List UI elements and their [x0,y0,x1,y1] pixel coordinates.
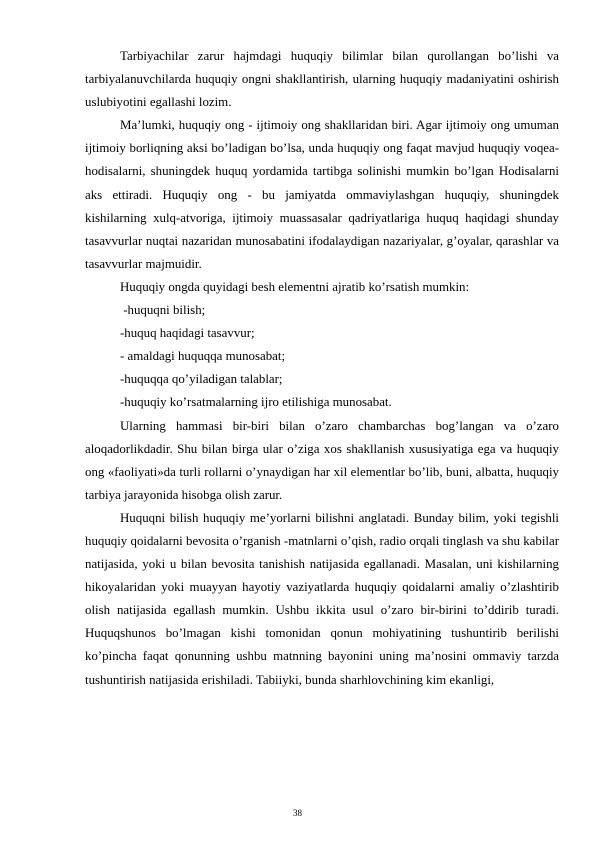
list-item: -huquqiy ko’rsatmalarning ijro etilishiga munosabat. [120,395,392,410]
page-number: 38 [293,808,302,818]
paragraph-1: Tarbiyachilar zarur hajmdagi huquqiy bilimlar bilan qurollangan bo’lishi va tarbiyalanuvchilarda huquqiy ongni shakllantirish, ularning huquqiy madaniyatini oshirish uslubiyotini egallashi lozim. [85,49,559,110]
list-item: - amaldagi huquqqa munosabat; [120,349,286,364]
body-text [85,45,559,692]
paragraph-3: Huquqiy ongda quyidagi besh elementni ajratib ko’rsatish mumkin: [120,279,470,294]
list-item: -huquq haqidagi tasavvur; [120,326,255,341]
list-item: -huquqqa qo’yiladigan talablar; [120,372,283,387]
paragraph-5: Huquqni bilish huquqiy me’yorlarni bilishni anglatadi. Bunday bilim, yoki tegishli huquqiy qoidalarni bevosita o’rganish -matnlarni o’qish, radio orqali tinglash va shu kabilar natijasida, yoki u bilan bevosita tanishish natijasida egallanadi. Masalan, uni kishilarning hikoyalaridan yoki muayyan hayotiy vaziyatlarda huquqiy qoidalarni amaliy o’zlashtirib olish natijasida egallash mumkin. Ushbu ikkita usul o’zaro bir-birini to’ddirib turadi. Huquqshunos bo’lmagan kishi tomonidan qonun mohiyatining tushuntirib berilishi ko’pincha faqat qonunning ushbu matnning bayonini uning ma’nosini ommaviy tarzda tushuntirish natijasida erishiladi. Tabiiyki, bunda sharhlovchining kim ekanligi, [85,510,559,687]
paragraph-2: Ma’lumki, huquqiy ong - ijtimoiy ong shakllaridan biri. Agar ijtimoiy ong umuman ijtimoiy borliqning aksi bo’ladigan bo’lsa, unda huquqiy ong faqat mavjud huquqiy voqea-hodisalarni, shuningdek huquq yordamida tartibga solinishi mumkin bo’lgan Hodisalarni aks ettiradi. Huquqiy ong - bu jamiyatda ommaviylashgan huquqiy, shuningdek kishilarning xulq-atvoriga, ijtimoiy muassasalar qadriyatlariga huquq haqidagi shunday tasavvurlar nuqtai nazaridan munosabatini ifodalaydigan nazariyalar, g’oyalar, qarashlar va tasavvurlar majmuidir. [85,118,559,271]
paragraph-4: Ularning hammasi bir-biri bilan o’zaro chambarchas bog’langan va o’zaro aloqadorlikdadir. Shu bilan birga ular o’ziga xos shakllanish xususiyatiga ega va huquqiy ong «faoliyati»da turli rollarni o’ynaydigan har xil elementlar bo’lib, buni, albatta, huquqiy tarbiya jarayonida hisobga olish zarur. [85,418,559,502]
list-item: -huquqni bilish; [120,303,206,318]
